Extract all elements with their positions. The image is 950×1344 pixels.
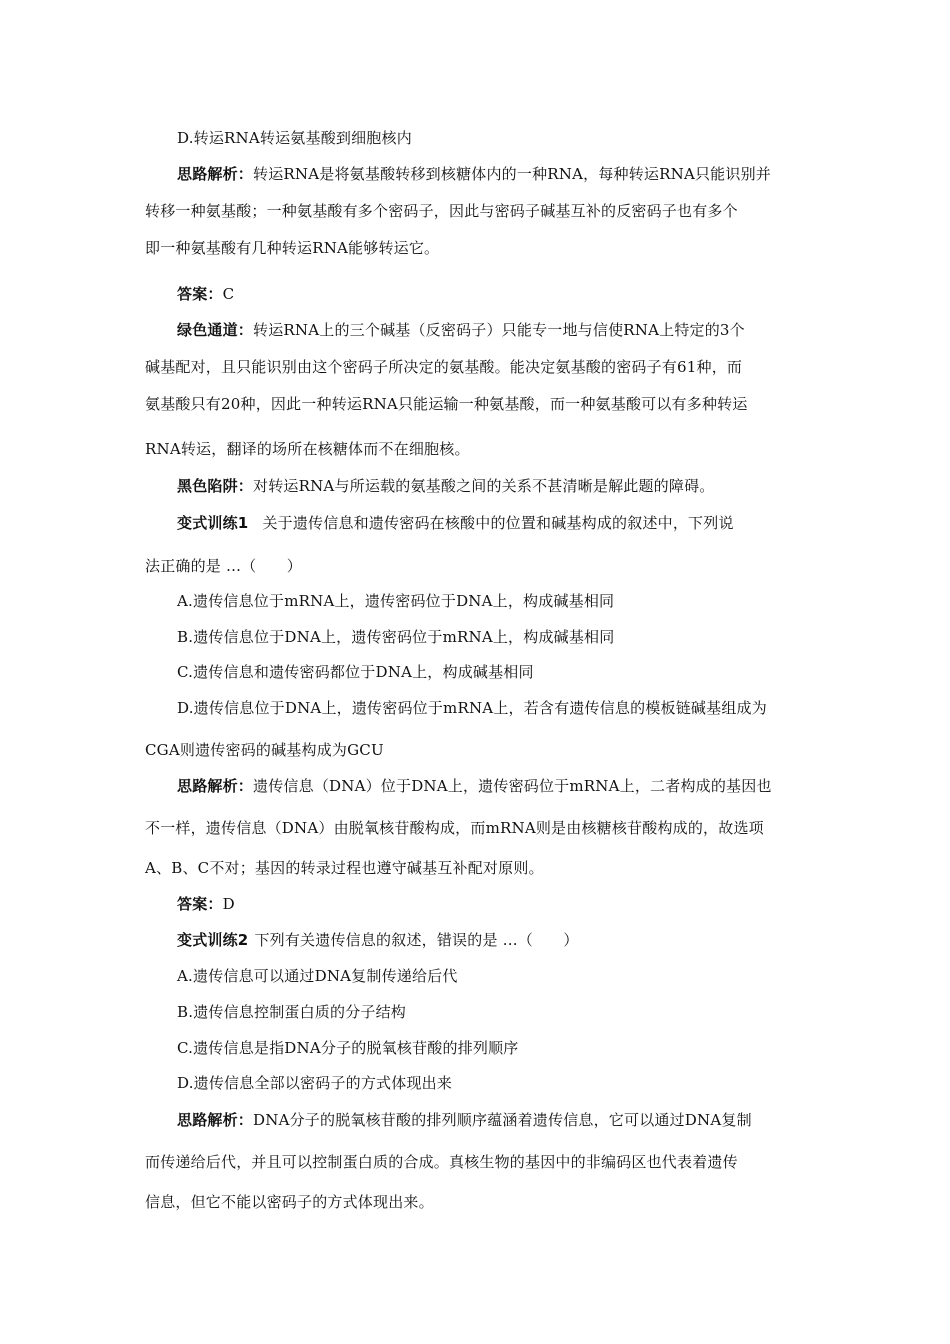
q2-analysis-line-1: 思路解析：DNA分子的脱氧核苷酸的排列顺序蕴涵着遗传信息，它可以通过DNA复制 bbox=[177, 1111, 752, 1129]
black-trap-line: 黑色陷阱：对转运RNA与所运载的氨基酸之间的关系不甚清晰是解此题的障碍。 bbox=[177, 477, 715, 495]
q1-option-b: B.遗传信息位于DNA上，遗传密码位于mRNA上，构成碱基相同 bbox=[177, 628, 615, 646]
analysis-label: 思路解析： bbox=[177, 165, 254, 183]
q1-label: 变式训练1 bbox=[177, 514, 249, 532]
q1-option-d: D.遗传信息位于DNA上，遗传密码位于mRNA上，若含有遗传信息的模板链碱基组成为 bbox=[177, 699, 767, 717]
q1-answer-label: 答案： bbox=[177, 895, 223, 913]
analysis-line-3: 即一种氨基酸有几种转运RNA能够转运它。 bbox=[145, 239, 440, 257]
q2-option-c: C.遗传信息是指DNA分子的脱氧核苷酸的排列顺序 bbox=[177, 1039, 519, 1057]
green-channel-line-3: 氨基酸只有20种，因此一种转运RNA只能运输一种氨基酸，而一种氨基酸可以有多种转运 bbox=[145, 395, 748, 413]
q1-answer-line bbox=[177, 894, 235, 914]
q1-answer-value: D bbox=[222, 895, 235, 913]
q1-option-a: A.遗传信息位于mRNA上，遗传密码位于DNA上，构成碱基相同 bbox=[177, 592, 615, 610]
q1-analysis-line-1: 思路解析：遗传信息（DNA）位于DNA上，遗传密码位于mRNA上，二者构成的基因也 bbox=[177, 777, 772, 795]
q1-option-c: C.遗传信息和遗传密码都位于DNA上，构成碱基相同 bbox=[177, 663, 534, 681]
answer-label: 答案： bbox=[177, 285, 223, 303]
q1-stem-line-1: 变式训练1 关于遗传信息和遗传密码在核酸中的位置和碱基构成的叙述中，下列说 bbox=[177, 514, 734, 532]
option-d: D.转运RNA转运氨基酸到细胞核内 bbox=[177, 129, 412, 147]
q2-option-d: D.遗传信息全部以密码子的方式体现出来 bbox=[177, 1074, 453, 1092]
q2-stem-line: 变式训练2 下列有关遗传信息的叙述，错误的是 …（ ） bbox=[177, 931, 579, 949]
green-channel-line-1: 绿色通道：转运RNA上的三个碱基（反密码子）只能专一地与信使RNA上特定的3个 bbox=[177, 321, 745, 339]
q2-analysis-label: 思路解析： bbox=[177, 1111, 254, 1129]
analysis-line-1: 思路解析：转运RNA是将氨基酸转移到核糖体内的一种RNA，每种转运RNA只能识别并 bbox=[177, 165, 771, 183]
q2-label: 变式训练2 bbox=[177, 931, 249, 949]
q2-option-b: B.遗传信息控制蛋白质的分子结构 bbox=[177, 1003, 406, 1021]
answer-line bbox=[177, 284, 234, 304]
black-trap-label: 黑色陷阱： bbox=[177, 477, 254, 495]
green-channel-label: 绿色通道： bbox=[177, 321, 254, 339]
q1-option-d-continued: CGA则遗传密码的碱基构成为GCU bbox=[145, 741, 384, 759]
green-channel-line-2: 碱基配对，且只能识别由这个密码子所决定的氨基酸。能决定氨基酸的密码子有61种，而 bbox=[145, 358, 743, 376]
q2-analysis-line-2: 而传递给后代，并且可以控制蛋白质的合成。真核生物的基因中的非编码区也代表着遗传 bbox=[145, 1153, 738, 1171]
analysis-line-2: 转移一种氨基酸；一种氨基酸有多个密码子，因此与密码子碱基互补的反密码子也有多个 bbox=[145, 202, 738, 220]
q1-analysis-label: 思路解析： bbox=[177, 777, 254, 795]
q1-analysis-line-2: 不一样，遗传信息（DNA）由脱氧核苷酸构成，而mRNA则是由核糖核苷酸构成的，故选项 bbox=[145, 819, 764, 837]
q1-analysis-line-3: A、B、C不对；基因的转录过程也遵守碱基互补配对原则。 bbox=[145, 859, 544, 877]
q2-analysis-line-3: 信息，但它不能以密码子的方式体现出来。 bbox=[145, 1193, 434, 1211]
q2-option-a: A.遗传信息可以通过DNA复制传递给后代 bbox=[177, 967, 458, 985]
q1-stem-line-2: 法正确的是 …（ ） bbox=[145, 557, 302, 575]
green-channel-line-4: RNA转运，翻译的场所在核糖体而不在细胞核。 bbox=[145, 440, 470, 458]
answer-value: C bbox=[222, 285, 235, 303]
